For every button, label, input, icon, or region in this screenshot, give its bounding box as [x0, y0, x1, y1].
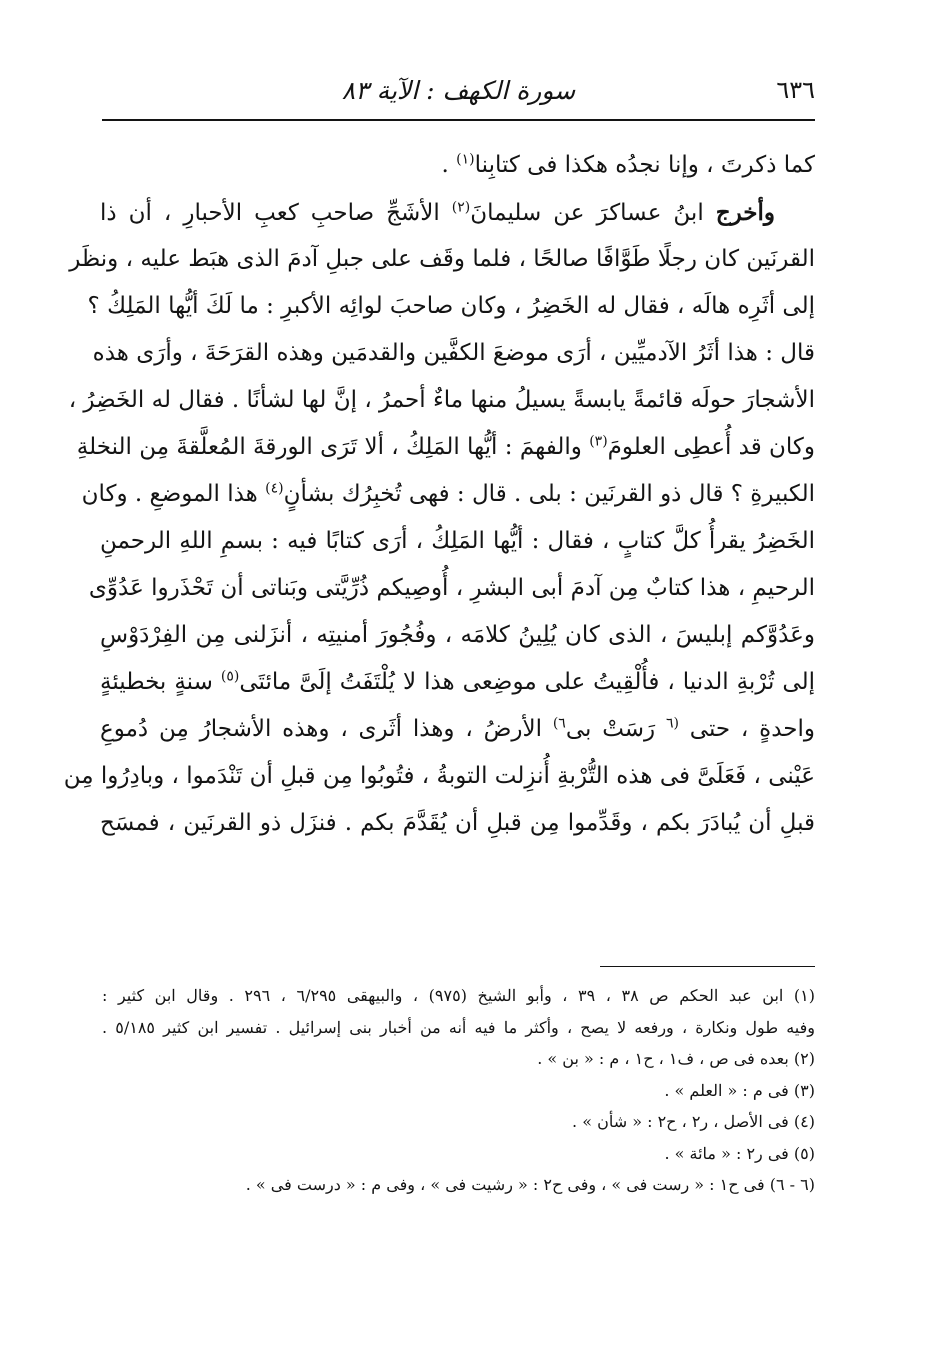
page-header — [102, 76, 815, 110]
text-line: واحدةٍ ، حتى $^{(٦}$ رَسَتْ بى$^{٦)}$ الأرضُ ، وهذا أثَرى ، وهذه الأشجارُ مِن دُموعِ — [100, 715, 815, 742]
footnote: وفيه طول ونكارة ، ورفعه لا يصح ، وأكثر ما فيه أنه من أخبار بنى إسرائيل . تفسير ابن كثير ٥/١٨٥ . — [102, 1017, 816, 1037]
footnote-ref: (٤) — [265, 480, 284, 497]
page-number: ٦٣٦ — [776, 76, 815, 104]
footnote-ref: (٥) — [220, 668, 240, 685]
text-line: الخَضِرُ يقرأُ كلَّ كتابٍ ، فقال : أيُّها المَلِكُ ، أرَى كتابًا فيه : بسمِ اللهِ الرحمنِ — [100, 528, 815, 554]
text-line: عَيْنى ، فَعَلَىَّ فى هذه التُّرْبةِ أُنزِلت التوبةُ ، فتُوبُوا مِن قبلِ أن تَنْدَموا ، وبادِرُوا مِن — [63, 763, 815, 789]
header-rule — [102, 119, 815, 121]
footnote: (٥) فى ر٢ : « مائة » . — [664, 1143, 815, 1163]
footnote: (٣) فى م : « العلم » . — [664, 1080, 815, 1100]
footnote: (١) ابن عبد الحكم ص ٣٨ ، ٣٩ ، وأبو الشيخ (٩٧٥) ، والبيهقى ٦/٢٩٥ ، ٢٩٦ . وقال ابن كثير : — [102, 986, 815, 1005]
footnote-ref: (١) — [456, 151, 475, 168]
footnote-rule — [600, 966, 815, 967]
text-line: القرنَين كان رجلًا طَوَّافًا صالحًا ، فلما وقَف على جبلِ آدمَ الذى هبَط عليه ، ونظَر — [69, 246, 815, 272]
running-title: سورة الكهف : الآية ٨٣ — [341, 76, 576, 105]
footnote-ref: ٦) — [552, 715, 566, 732]
main-text — [63, 142, 816, 847]
text-line: كما ذكرتَ ، وإنا نجدُه هكذا فى كتابِنا$^{(١)}$ . — [441, 151, 815, 178]
footnote-ref: (٢) — [451, 199, 471, 216]
footnote: (٦ - ٦) فى ح١ : « رست فى » ، وفى ح٢ : « رشيت فى » ، وفى م : « درست فى » . — [245, 1175, 815, 1194]
footnote-ref: (٣) — [589, 433, 608, 450]
footnote: (٢) بعده فى ص ، ف١ ، ح١ ، م : « بن » . — [537, 1049, 815, 1068]
text-line: وكان قد أُعطِى العلومَ$^{(٣)}$ والفهمَ : أيُّها المَلِكُ ، ألا تَرَى الورقةَ المُعلَّقةَ مِن النخلةِ — [76, 433, 815, 460]
text-line: الرحيمِ ، هذا كتابٌ مِن آدمَ أبى البشرِ ، أُوصِيكم ذُرِّيَّتى وبَناتى أن تَحْذَروا عَدُوِّى — [88, 575, 815, 601]
text-line: الأشجارَ حولَه قائمةً يابسةً يسيلُ منها ماءٌ أحمرُ ، إنَّ لها لشأنًا . فقال له الخَضِرُ ، — [68, 387, 815, 413]
footnote: (٤) فى الأصل ، ر٢ ، ح٢ : « شأن » . — [572, 1112, 815, 1131]
text-line: الكبيرةِ ؟ قال ذو القرنَين : بلى . قال : فهى تُخبِرُك بشأنٍ$^{(٤)}$ هذا الموضعِ . وكان — [81, 480, 815, 507]
text-line: إلى تُرْبةِ الدنيا ، فأُلْقِيتُ على موضِعى هذا لا يُلْتَفَتُ إلَىَّ مائتَى$^{(٥)}$ سنةٍ بخطيئةٍ — [100, 668, 816, 695]
paragraph-lead: وأخرج — [715, 199, 775, 226]
text-line: وأخرج ابنُ عساكرَ عن سليمانَ$^{(٢)}$ الأشَجِّ صاحبِ كعبِ الأحبارِ ، أن ذا — [100, 199, 775, 226]
text-line: قبلِ أن يُبادَرَ بكم ، وقَدِّموا مِن قبلِ أن يُقَدَّمَ بكم . فنزَل ذو القرنَين ، فمسَح — [100, 810, 815, 836]
text-line: إلى أثَرِه هالَه ، فقال له الخَضِرُ ، وكان صاحبَ لوائِه الأكبرِ : ما لَكَ أيُّها المَلِكُ ؟ — [87, 293, 815, 319]
footnote-ref: (٦ — [665, 715, 679, 732]
footnotes — [102, 980, 815, 1201]
text-line: وعَدُوَّكم إبليسَ ، الذى كان يُلِينُ كلامَه ، وفُجُورَ أمنيتِه ، أنزَلنى مِن الفِرْدَوْسِ — [100, 622, 815, 648]
text-line: قال : هذا أثَرُ الآدميِّين ، أرَى موضعَ الكفَّين والقدمَين وهذه القرَحَةَ ، وأرَى هذه — [92, 340, 815, 366]
